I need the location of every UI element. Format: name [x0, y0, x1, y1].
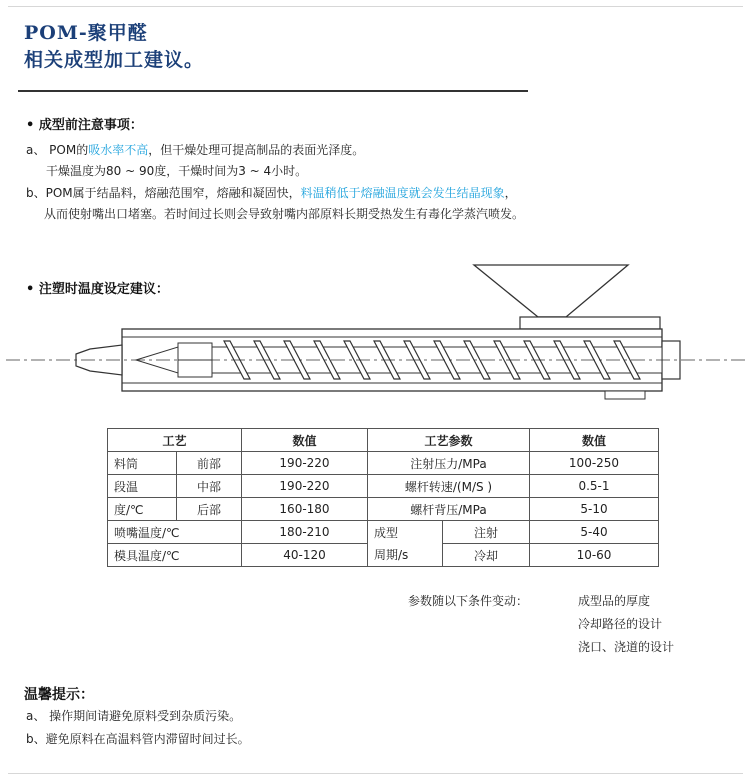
back-pressure-value: 5-10 — [530, 498, 659, 521]
injection-machine-diagram — [0, 255, 751, 405]
barrel-label-2: 段温 — [108, 475, 177, 498]
back-pressure-label: 螺杆背压/MPa — [368, 498, 530, 521]
top-border — [8, 6, 743, 7]
inj-pressure-label: 注射压力/MPa — [368, 452, 530, 475]
tip-a: a、 操作期间请避免原料受到杂质污染。 — [26, 709, 242, 723]
table-row — [108, 452, 659, 475]
screw-speed-label: 螺杆转速/(M/S ) — [368, 475, 530, 498]
nozzle-temp-value: 180-210 — [242, 521, 368, 544]
params-table — [107, 428, 659, 567]
page-title: POM-聚甲醛 — [24, 22, 148, 44]
precautions-heading: • 成型前注意事项： — [26, 118, 143, 133]
cool-label: 冷却 — [443, 544, 530, 567]
precaution-a — [26, 141, 364, 158]
rear-value: 160-180 — [242, 498, 368, 521]
middle-label: 中部 — [177, 475, 242, 498]
precaution-a-highlight: 吸水率不高 — [88, 143, 149, 157]
front-value: 190-220 — [242, 452, 368, 475]
table-row — [108, 544, 659, 567]
screw-speed-value: 0.5-1 — [530, 475, 659, 498]
table-header-row — [108, 429, 659, 452]
col-header-process: 工艺 — [108, 429, 242, 452]
precaution-a-line2: 干燥温度为80 ~ 90度，干燥时间为3 ~ 4小时。 — [46, 164, 308, 178]
conditions-label: 参数随以下条件变动： — [408, 594, 529, 608]
support-foot — [605, 391, 645, 399]
table-row — [108, 498, 659, 521]
table-row — [108, 521, 659, 544]
cool-value: 10-60 — [530, 544, 659, 567]
precaution-a-prefix: a、 POM的 — [26, 143, 89, 157]
precaution-b-highlight: 料温稍低于熔融温度就会发生结晶现象 — [300, 186, 505, 200]
condition-item: 成型品的厚度 — [578, 594, 651, 608]
precaution-b-suffix: ， — [504, 186, 517, 200]
inject-label: 注射 — [443, 521, 530, 544]
bottom-border — [8, 773, 743, 774]
col-header-value2: 数值 — [530, 429, 659, 452]
page-subtitle: 相关成型加工建议。 — [24, 49, 205, 71]
table-row — [108, 475, 659, 498]
temp-heading: • 注塑时温度设定建议： — [26, 282, 169, 297]
precaution-b-prefix: b、POM属于结晶料，熔融范围窄，熔融和凝固快， — [26, 186, 301, 200]
precaution-a-suffix: ，但干燥处理可提高制品的表面光泽度。 — [148, 143, 365, 157]
mold-temp-label: 模具温度/℃ — [108, 544, 242, 567]
front-label: 前部 — [177, 452, 242, 475]
title-divider — [18, 90, 528, 92]
middle-value: 190-220 — [242, 475, 368, 498]
cycle-label-1: 成型 — [368, 521, 443, 544]
col-header-value: 数值 — [242, 429, 368, 452]
feed-block — [520, 317, 660, 329]
inj-pressure-value: 100-250 — [530, 452, 659, 475]
inject-value: 5-40 — [530, 521, 659, 544]
cycle-label-2: 周期/s — [368, 544, 443, 567]
tips-heading: 温馨提示： — [24, 687, 94, 703]
tip-b: b、避免原料在高温料管内滞留时间过长。 — [26, 732, 250, 746]
condition-item: 浇口、浇道的设计 — [578, 640, 675, 654]
barrel-label-3: 度/℃ — [108, 498, 177, 521]
hopper-icon — [474, 265, 628, 317]
precaution-b-line2: 从而使射嘴出口堵塞。若时间过长则会导致射嘴内部原料长期受热发生有毒化学蒸汽喷发。 — [44, 207, 525, 221]
mold-temp-value: 40-120 — [242, 544, 368, 567]
precaution-b — [26, 184, 517, 201]
nozzle-temp-label: 喷嘴温度/℃ — [108, 521, 242, 544]
rear-label: 后部 — [177, 498, 242, 521]
col-header-param: 工艺参数 — [368, 429, 530, 452]
condition-item: 冷却路径的设计 — [578, 617, 663, 631]
barrel-label-1: 料筒 — [108, 452, 177, 475]
